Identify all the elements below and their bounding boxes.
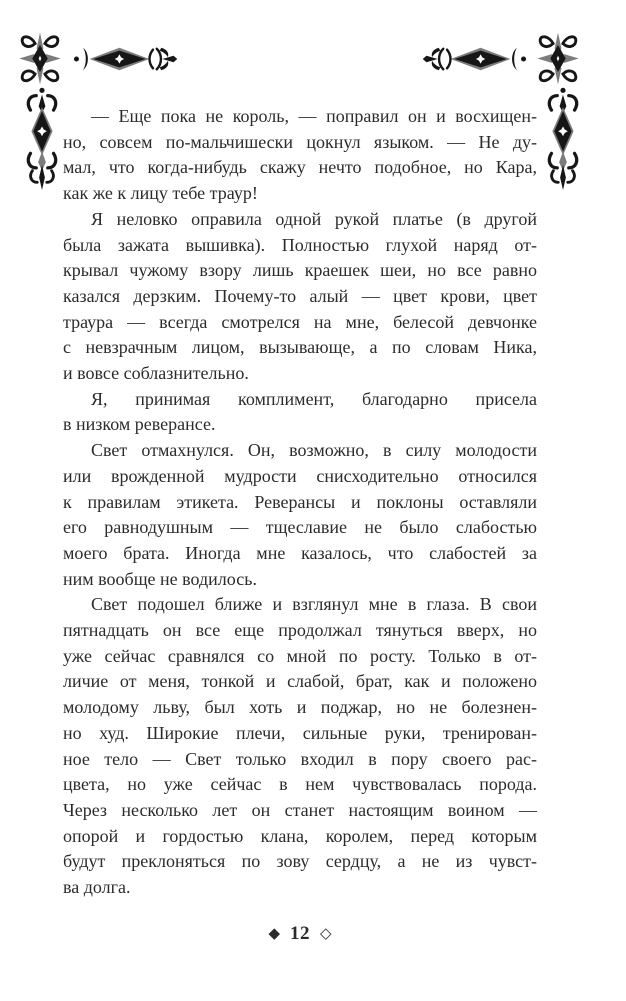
text-line: Я неловко оправила одной рукой платье (в другой bbox=[91, 208, 537, 229]
text-line: Свет отмахнулся. Он, возможно, в силу молодости bbox=[91, 440, 537, 461]
text-line: была зажата вышивка). Полностью глухой наряд от- bbox=[63, 234, 537, 255]
text-line: молодому льву, был хоть и поджар, но не болезнен- bbox=[63, 697, 537, 718]
page-number: 12 bbox=[290, 923, 310, 944]
text-line: пятнадцать он все еще продолжал тянуться вверх, но bbox=[63, 620, 537, 641]
paragraph bbox=[63, 438, 537, 592]
paragraph bbox=[63, 207, 537, 387]
text-line: ное тело — Свет только входил в пору своего рас- bbox=[63, 748, 537, 769]
text-line: но, совсем по-мальчишески цокнул языком. — Не ду- bbox=[63, 131, 537, 152]
paragraph bbox=[63, 592, 537, 900]
text-line: траура — всегда смотрелся на мне, белесой девчонке bbox=[63, 311, 537, 332]
text-line: Через несколько лет он станет настоящим воином — bbox=[63, 799, 537, 820]
text-line: ним вообще не водилось. bbox=[63, 568, 257, 589]
text-line: цвета, но уже сейчас в нем чувствовалась порода. bbox=[63, 774, 537, 795]
side-flourish-icon-left bbox=[24, 86, 60, 190]
footer-filled-diamond-icon: ◆ bbox=[268, 924, 280, 942]
text-line: но худ. Широкие плечи, сильные руки, тренирован- bbox=[63, 722, 537, 743]
paragraph bbox=[63, 104, 537, 207]
text-line: моего брата. Иногда мне казалось, что слабостей за bbox=[63, 542, 537, 563]
text-line: Свет подошел ближе и взглянул мне в глаза. В свои bbox=[91, 594, 537, 615]
text-line: будут преклоняться по зову сердцу, а не из чувст- bbox=[63, 851, 537, 872]
page-footer bbox=[63, 924, 537, 943]
text-line: в низком реверансе. bbox=[63, 414, 216, 435]
text-line: личие от меня, тонкой и слабой, брат, как и положено bbox=[63, 671, 537, 692]
text-line: уже сейчас сравнялся со мной по росту. Только в от- bbox=[63, 645, 537, 666]
divider-flourish-icon-top-left bbox=[70, 45, 180, 73]
text-line: или врожденной мудрости снисходительно относился bbox=[63, 465, 537, 486]
text-line: как же к лицу тебе траур! bbox=[63, 183, 258, 204]
corner-flourish-icon-top-left bbox=[16, 32, 64, 85]
text-line: — Еще пока не король, — поправил он и восхищен- bbox=[91, 106, 537, 126]
text-line: и вовсе соблазнительно. bbox=[63, 363, 249, 384]
text-line: ва долга. bbox=[63, 877, 131, 898]
text-line: опорой и гордостью клана, королем, перед которым bbox=[63, 825, 537, 846]
side-flourish-icon-right bbox=[545, 86, 581, 190]
divider-flourish-icon-top-right bbox=[420, 45, 530, 73]
text-line: к правилам этикета. Реверансы и поклоны оставляли bbox=[63, 491, 537, 512]
text-line: крывал чужому взору лишь краешек шеи, но все равно bbox=[63, 260, 537, 281]
text-line: мал, что когда-нибудь скажу нечто подобное, но Кара, bbox=[63, 157, 537, 178]
corner-flourish-icon-top-right bbox=[534, 32, 582, 85]
paragraph bbox=[63, 387, 537, 438]
text-line: с невзрачным лицом, вызывающе, а по словам Ника, bbox=[63, 337, 537, 358]
text-line: Я, принимая комплимент, благодарно присела bbox=[91, 388, 537, 409]
text-line: казался дерзким. Почему-то алый — цвет крови, цвет bbox=[63, 285, 537, 306]
text-line: его равнодушным — тщеславие не было слабостью bbox=[63, 517, 537, 538]
footer-outline-diamond-icon: ◇ bbox=[320, 924, 332, 942]
page-text bbox=[63, 104, 537, 901]
